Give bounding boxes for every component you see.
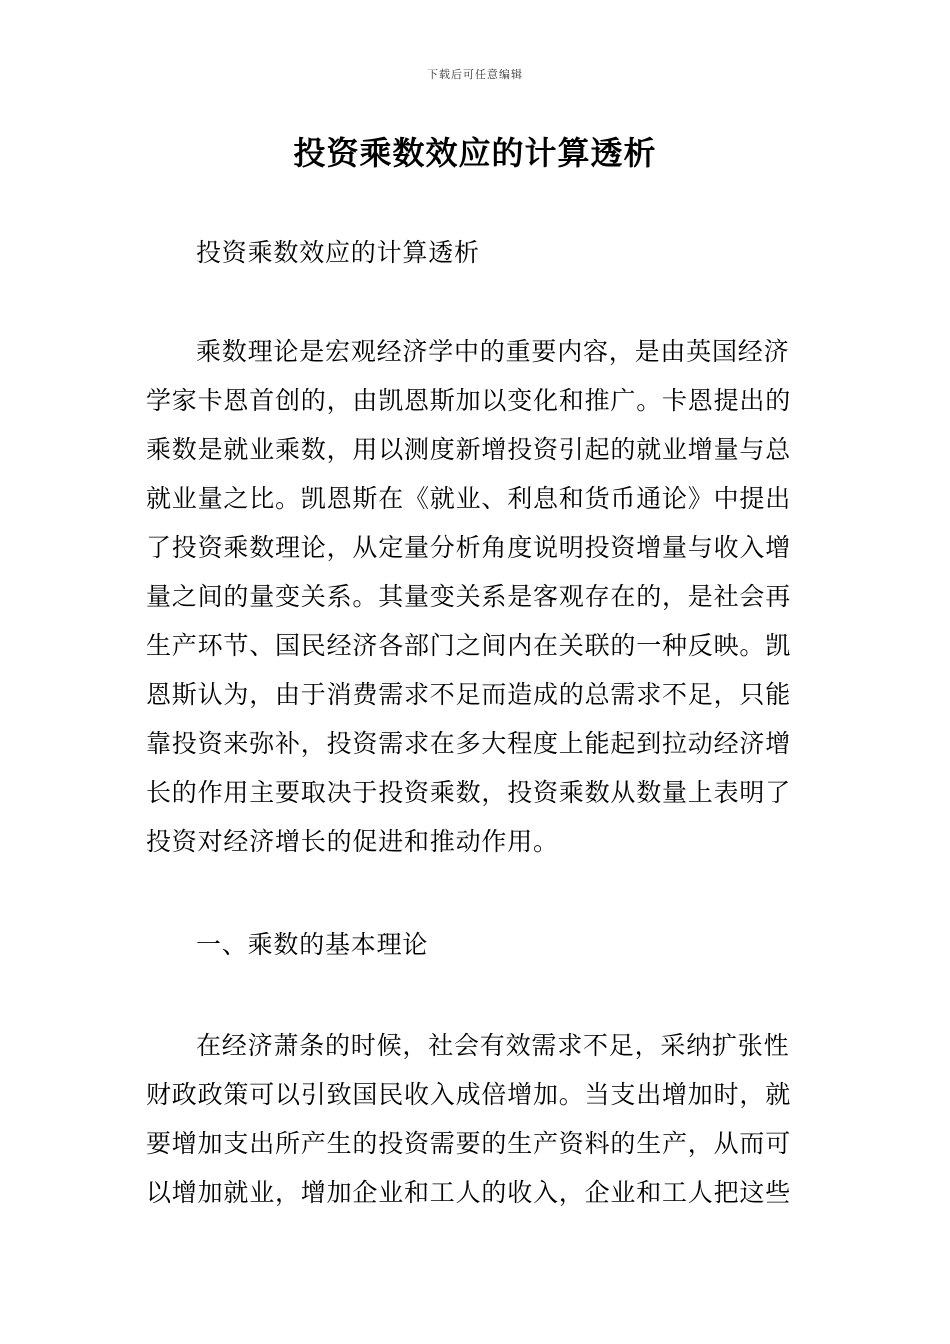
paragraph-line: 了投资乘数理论，从定量分析角度说明投资增量与收入增 xyxy=(146,533,792,562)
paragraph-1 xyxy=(146,327,808,866)
subtitle: 投资乘数效应的计算透析 xyxy=(196,238,480,267)
document-title: 投资乘数效应的计算透析 xyxy=(293,134,657,172)
section-heading: 一、乘数的基本理论 xyxy=(196,930,429,959)
paragraph-line: 生产环节、国民经济各部门之间内在关联的一种反映。凯 xyxy=(146,631,792,660)
paragraph-line: 长的作用主要取决于投资乘数，投资乘数从数量上表明了 xyxy=(146,778,792,807)
paragraph-line: 乘数是就业乘数，用以测度新增投资引起的就业增量与总 xyxy=(146,435,792,464)
paragraph-line: 投资对经济增长的促进和推动作用。 xyxy=(146,827,559,856)
paragraph-line: 在经济萧条的时候，社会有效需求不足，采纳扩张性 xyxy=(196,1031,790,1060)
paragraph-line: 就业量之比。凯恩斯在《就业、利息和货币通论》中提出 xyxy=(146,484,792,513)
header-note: 下载后可任意编辑 xyxy=(427,68,523,81)
paragraph-line: 恩斯认为，由于消费需求不足而造成的总需求不足，只能 xyxy=(146,680,792,709)
paragraph-line: 以增加就业，增加企业和工人的收入，企业和工人把这些 xyxy=(146,1178,792,1207)
paragraph-2 xyxy=(146,1021,808,1217)
paragraph-line: 要增加支出所产生的投资需要的生产资料的生产，从而可 xyxy=(146,1129,792,1158)
paragraph-line: 学家卡恩首创的，由凯恩斯加以变化和推广。卡恩提出的 xyxy=(146,386,792,415)
paragraph-line: 靠投资来弥补，投资需求在多大程度上能起到拉动经济增 xyxy=(146,729,792,758)
paragraph-line: 财政政策可以引致国民收入成倍增加。当支出增加时，就 xyxy=(146,1080,792,1109)
paragraph-line: 乘数理论是宏观经济学中的重要内容，是由英国经济 xyxy=(196,337,790,366)
paragraph-line: 量之间的量变关系。其量变关系是客观存在的，是社会再 xyxy=(146,582,792,611)
